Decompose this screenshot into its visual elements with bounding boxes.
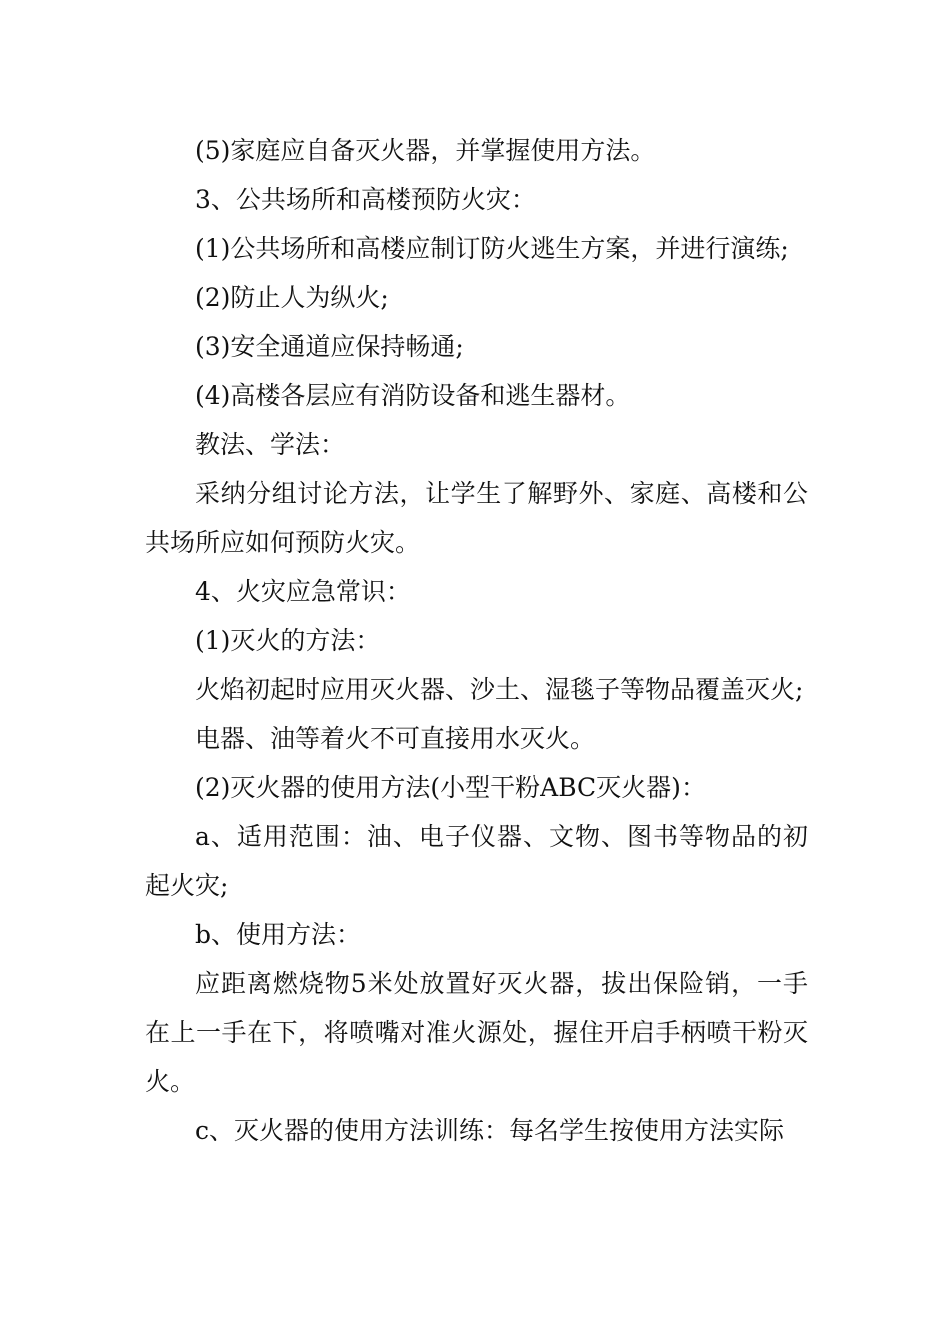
paragraph: 火焰初起时应用灭火器、沙土、湿毯子等物品覆盖灭火; bbox=[195, 675, 804, 704]
method-heading: 教法、学法： bbox=[195, 430, 346, 459]
paragraph: c、灭火器的使用方法训练：每名学生按使用方法实际 bbox=[195, 1116, 785, 1145]
paragraph: (1)公共场所和高楼应制订防火逃生方案，并进行演练; bbox=[195, 234, 789, 263]
paragraph: (5)家庭应自备灭火器，并掌握使用方法。 bbox=[195, 136, 656, 165]
section-heading-3: 3、公共场所和高楼预防火灾： bbox=[195, 185, 536, 214]
paragraph: b、使用方法： bbox=[195, 920, 362, 949]
paragraph: a、适用范围：油、电子仪器、文物、图书等物品的初起火灾; bbox=[145, 822, 808, 900]
section-heading-4: 4、火灾应急常识： bbox=[195, 577, 411, 606]
document-body bbox=[145, 126, 808, 1155]
paragraph: 电器、油等着火不可直接用水灭火。 bbox=[195, 724, 596, 753]
paragraph: (4)高楼各层应有消防设备和逃生器材。 bbox=[195, 381, 631, 410]
paragraph: (1)灭火的方法： bbox=[195, 626, 381, 655]
paragraph: (2)防止人为纵火; bbox=[195, 283, 389, 312]
paragraph: (3)安全通道应保持畅通; bbox=[195, 332, 464, 361]
paragraph: 应距离燃烧物5米处放置好灭火器，拔出保险销，一手在上一手在下，将喷嘴对准火源处，握住开启手柄喷干粉灭火。 bbox=[145, 969, 808, 1096]
paragraph: 采纳分组讨论方法，让学生了解野外、家庭、高楼和公共场所应如何预防火灾。 bbox=[145, 479, 808, 557]
paragraph: (2)灭火器的使用方法(小型干粉ABC灭火器)： bbox=[195, 773, 706, 802]
